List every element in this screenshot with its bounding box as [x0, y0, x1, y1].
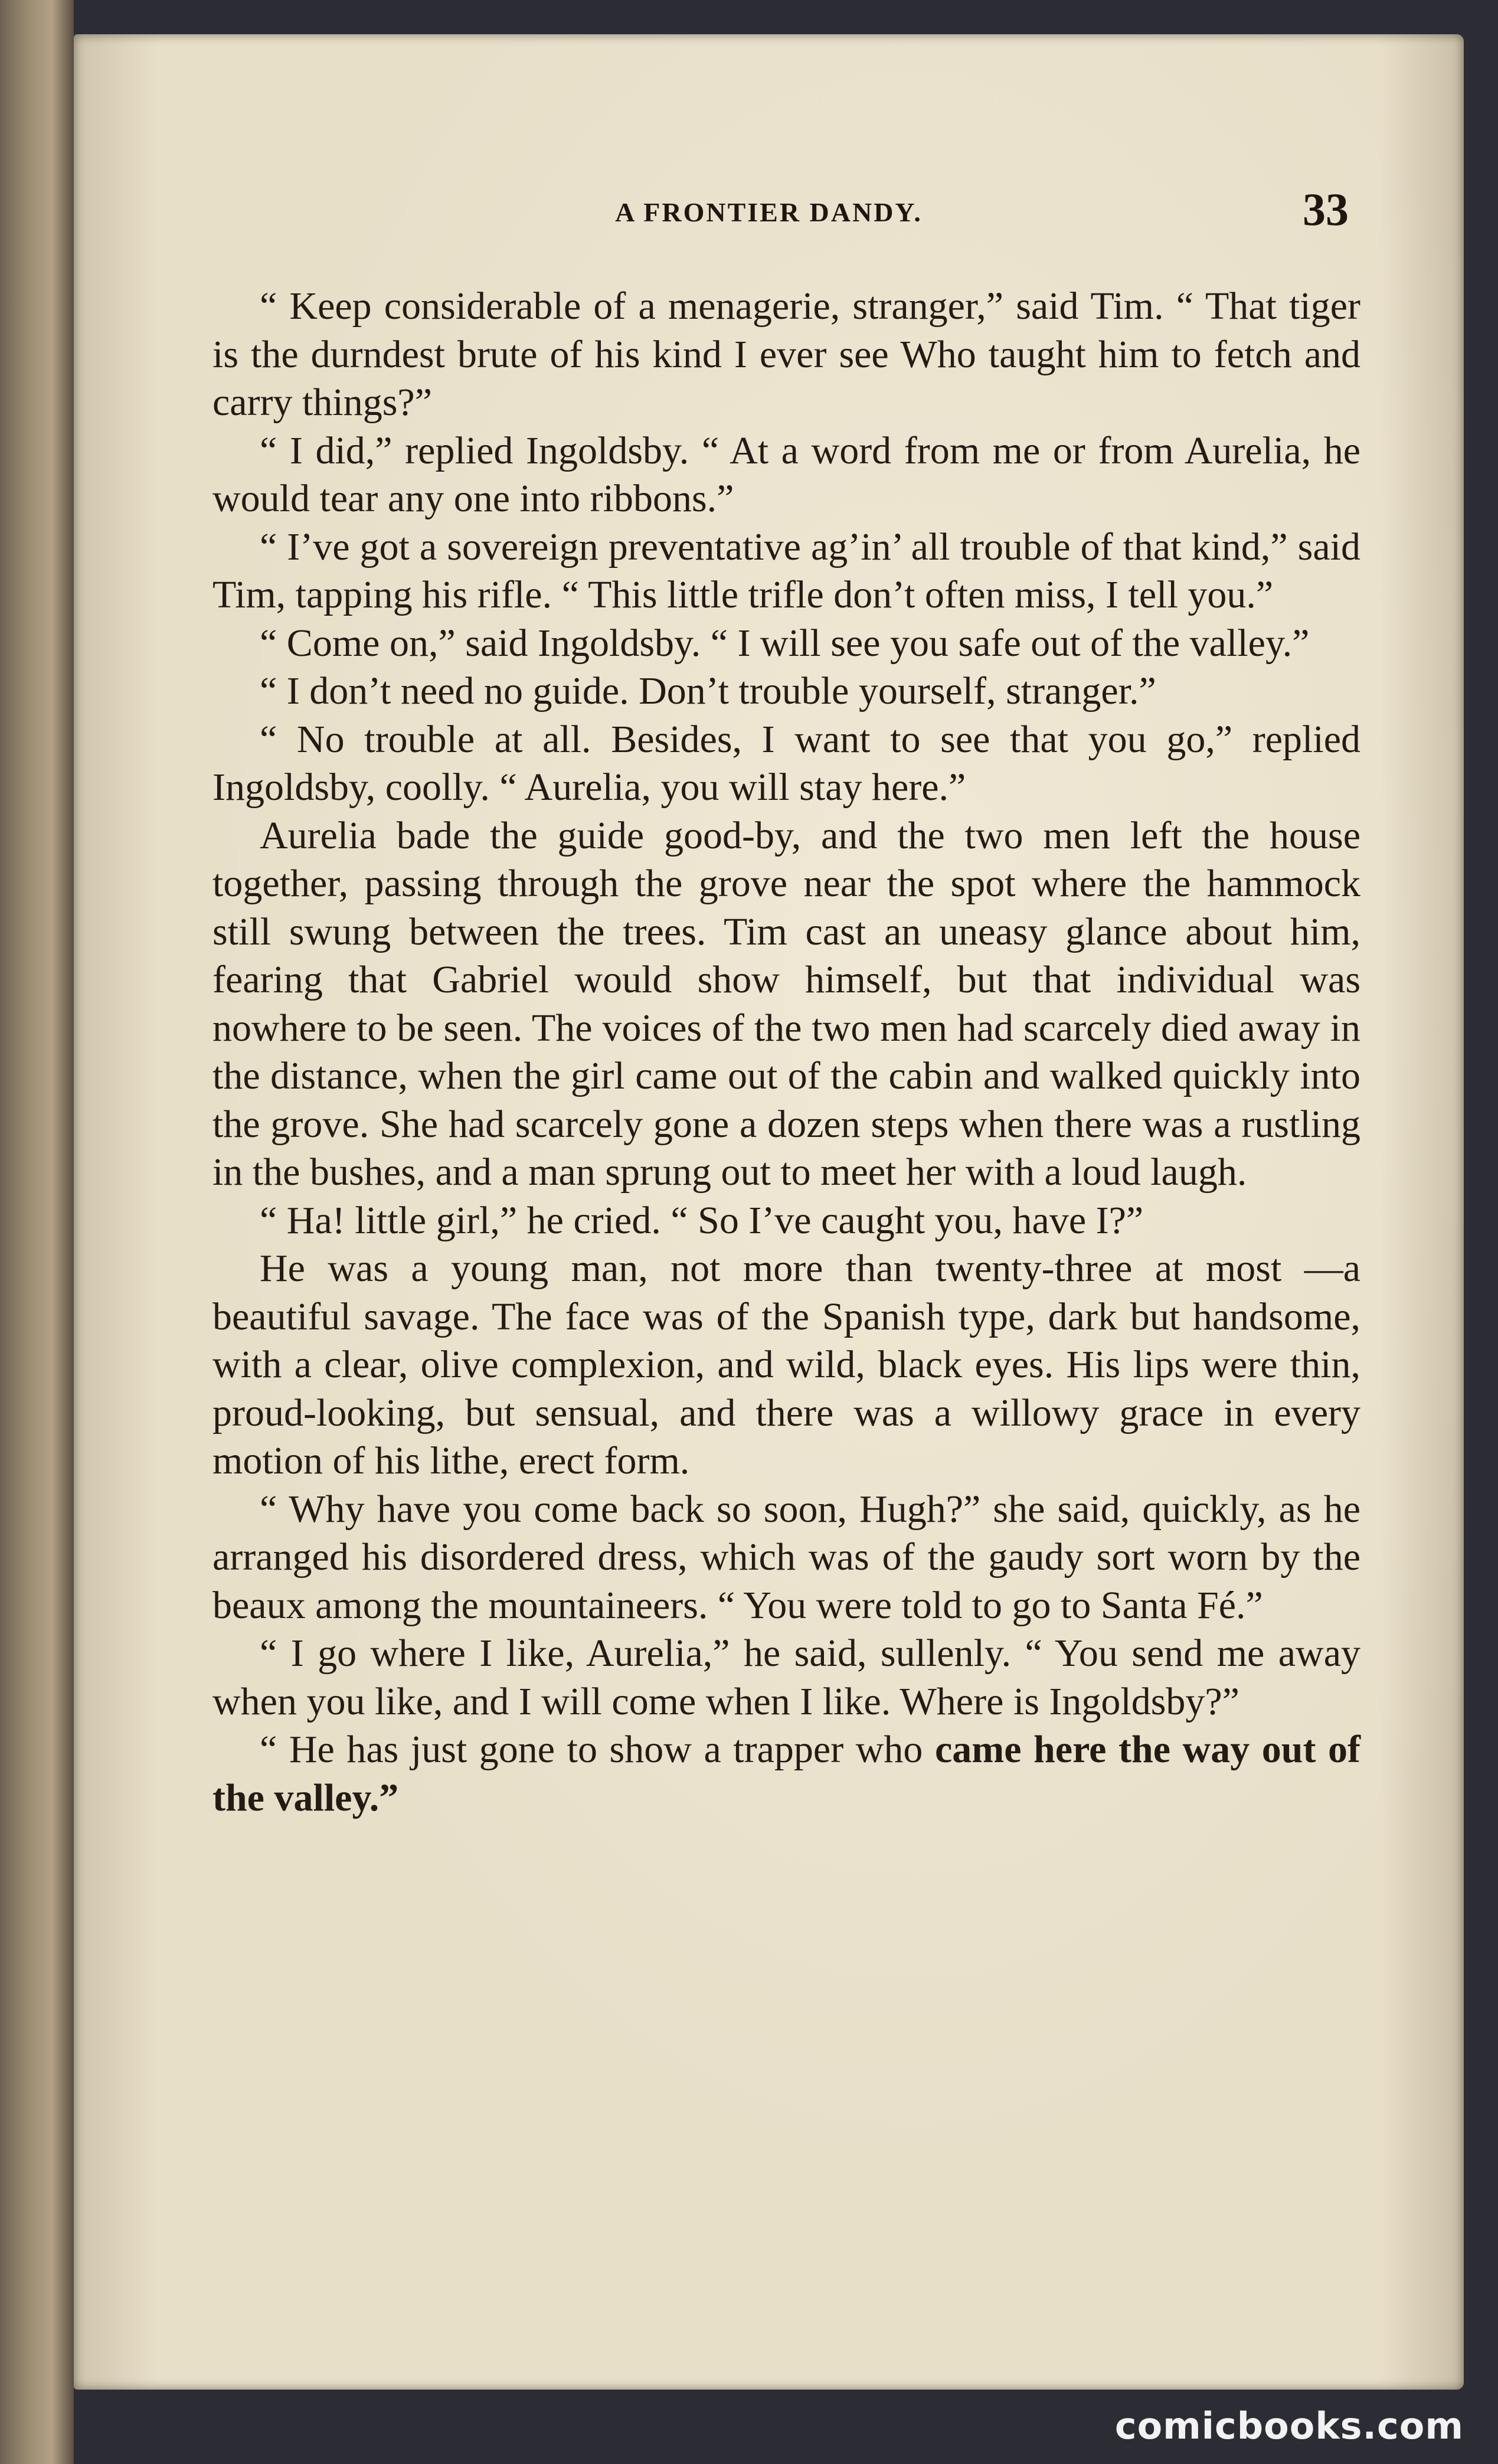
- running-head: [74, 170, 1464, 235]
- running-head-title: A FRONTIER DANDY.: [615, 197, 923, 227]
- left-page-edge: [0, 0, 74, 2464]
- body-text: [212, 282, 1360, 1822]
- paragraph: “ No trouble at all. Besides, I want to see that you go,” replied Ingoldsby, coolly. “ Aurelia, you will stay here.”: [212, 717, 1360, 809]
- paragraph: “ I go where I like, Aurelia,” he said, sullenly. “ You send me away when you like, and I will come when I like. Where is Ingoldsby?”: [212, 1632, 1360, 1723]
- last-paragraph: [212, 1726, 1360, 1822]
- book-page: [74, 34, 1464, 2390]
- last-paragraph-start: “ He has just gone to show a trapper who: [260, 1728, 935, 1771]
- paragraph: “ Keep considerable of a menagerie, stranger,” said Tim. “ That tiger is the durndest brute of his kind I ever see Who taught him to fetch and carry things?”: [212, 285, 1360, 424]
- paragraph: “ Come on,” said Ingoldsby. “ I will see you safe out of the valley.”: [260, 621, 1310, 665]
- paragraph: “ I don’t need no guide. Don’t trouble yourself, stranger.”: [260, 669, 1156, 713]
- paragraph: He was a young man, not more than twenty-three at most —a beautiful savage. The face was of the Spanish type, dark but handsome, with a clear, olive complexion, and wild, black eyes. His lips were thin, proud-looking, but sensual, and there was a willowy grace in every motion of his lithe, erect form.: [212, 1247, 1360, 1482]
- paragraph: “ Ha! little girl,” he cried. “ So I’ve caught you, have I?”: [260, 1198, 1144, 1242]
- paragraph: Aurelia bade the guide good-by, and the two men left the house together, passing through the grove near the spot where the hammock still swung between the trees. Tim cast an uneasy glance about him, fearing that Gabriel would show himself, but that individual was nowhere to be seen. The voices of the two men had scarcely died away in the distance, when the girl came out of the cabin and walked quickly into the grove. She had scarcely gone a dozen steps when there was a rustling in the bushes, and a man sprung out to meet her with a loud laugh.: [212, 813, 1360, 1194]
- paragraph: “ I’ve got a sovereign preventative ag’in’ all trouble of that kind,” said Tim, tapping his rifle. “ This little trifle don’t often miss, I tell you.”: [212, 525, 1360, 616]
- last-paragraph-end: came here the way out of the valley.”: [212, 1728, 1360, 1819]
- paragraph: “ Why have you come back so soon, Hugh?” she said, quickly, as he arranged his disordered dress, which was of the gaudy sort worn by the beaux among the mountaineers. “ You were told to go to Santa Fé.”: [212, 1487, 1360, 1627]
- paragraph: “ I did,” replied Ingoldsby. “ At a word from me or from Aurelia, he would tear any one into ribbons.”: [212, 429, 1360, 520]
- page-number: 33: [1303, 184, 1349, 235]
- watermark: comicbooks.com: [1114, 2404, 1464, 2447]
